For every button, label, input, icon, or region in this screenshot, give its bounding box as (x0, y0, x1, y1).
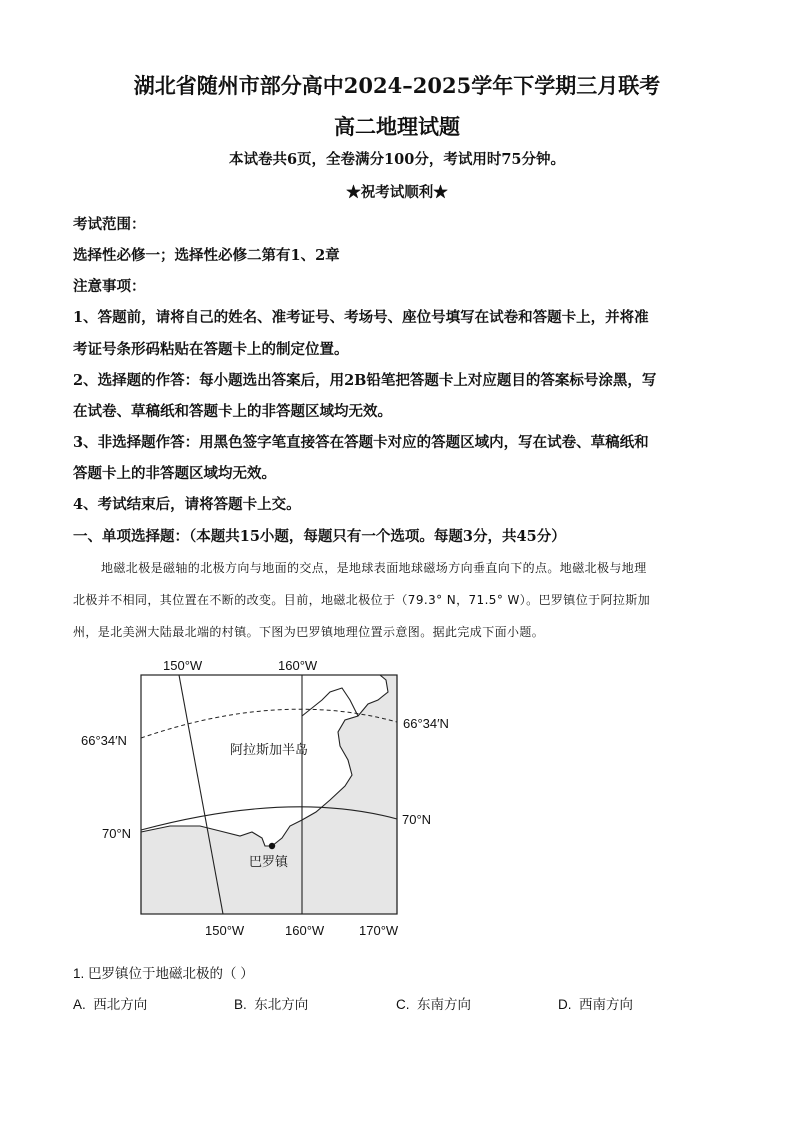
note-line: 4、考试结束后，请将答题卡上交。 (73, 496, 301, 513)
note-line: 在试卷、草稿纸和答题卡上的非答题区域均无效。 (73, 403, 392, 420)
passage-line: 州，是北美洲大陆最北端的村镇。下图为巴罗镇地理位置示意图。据此完成下面小题。 (73, 625, 545, 639)
alaska-land (141, 675, 397, 914)
option-letter: D. (558, 997, 572, 1012)
barrow-location-map (0, 650, 794, 950)
note-line: 2、选择题的作答：每小题选出答案后，用2B铅笔把答题卡上对应题目的答案标号涂黑，写 (73, 372, 657, 389)
option-text: 东南方向 (417, 997, 472, 1012)
scope-text: 选择性必修一；选择性必修二第有1、2章 (73, 247, 340, 264)
town-label: 巴罗镇 (249, 854, 289, 869)
lon-label-bottom-160w: 160°W (285, 923, 325, 938)
scope-label: 考试范围： (73, 216, 146, 233)
option-text: 西南方向 (579, 997, 634, 1012)
passage-line: 地磁北极是磁轴的北极方向与地面的交点，是地球表面地球磁场方向垂直向下的点。地磁北极与地理 (101, 561, 647, 575)
note-line: 1、答题前，请将自己的姓名、准考证号、考场号、座位号填写在试卷和答题卡上，并将准 (73, 309, 649, 326)
lat-label-70n-left: 70°N (102, 826, 132, 841)
coast-detail (302, 688, 358, 716)
section-heading: 一、单项选择题：（本题共15小题，每题只有一个选项。每题3分，共45分） (73, 528, 566, 545)
option-d[interactable] (558, 993, 633, 1013)
question-stem: 1. 巴罗镇位于地磁北极的（ ） (73, 966, 254, 981)
option-b[interactable] (234, 993, 308, 1013)
option-c[interactable] (396, 993, 471, 1013)
exam-subtitle: 高二地理试题 (334, 114, 460, 139)
barrow-town-dot (269, 843, 275, 849)
lat-label-arctic-right: 66°34′N (403, 716, 449, 731)
option-a[interactable] (73, 993, 147, 1013)
exam-title: 湖北省随州市部分高中2024–2025学年下学期三月联考 (133, 73, 661, 98)
note-line: 答题卡上的非答题区域均无效。 (73, 465, 276, 482)
lon-label-bottom-170w: 170°W (359, 923, 399, 938)
option-letter: B. (234, 997, 247, 1012)
passage-line: 北极并不相同，其位置在不断的改变。目前，地磁北极位于（79.3° N，71.5° W）。巴罗镇位于阿拉斯加 (73, 593, 651, 607)
region-label: 阿拉斯加半岛 (230, 742, 309, 757)
lon-label-bottom-150w: 150°W (205, 923, 245, 938)
lon-label-top-150w: 150°W (163, 658, 203, 673)
option-text: 东北方向 (254, 997, 309, 1012)
exam-info: 本试卷共6页，全卷满分100分，考试用时75分钟。 (228, 151, 566, 168)
note-line: 考证号条形码粘贴在答题卡上的制定位置。 (73, 341, 349, 358)
option-letter: C. (396, 997, 410, 1012)
option-letter: A. (73, 997, 86, 1012)
notes-label: 注意事项： (73, 278, 146, 295)
option-text: 西北方向 (93, 997, 148, 1012)
lon-label-top-160w: 160°W (278, 658, 318, 673)
note-line: 3、非选择题作答：用黑色签字笔直接答在答题卡对应的答题区域内，写在试卷、草稿纸和 (73, 434, 649, 451)
lat-label-arctic-left: 66°34′N (81, 733, 127, 748)
exam-wish: ★祝考试顺利★ (346, 184, 448, 201)
lat-label-70n-right: 70°N (402, 812, 432, 827)
